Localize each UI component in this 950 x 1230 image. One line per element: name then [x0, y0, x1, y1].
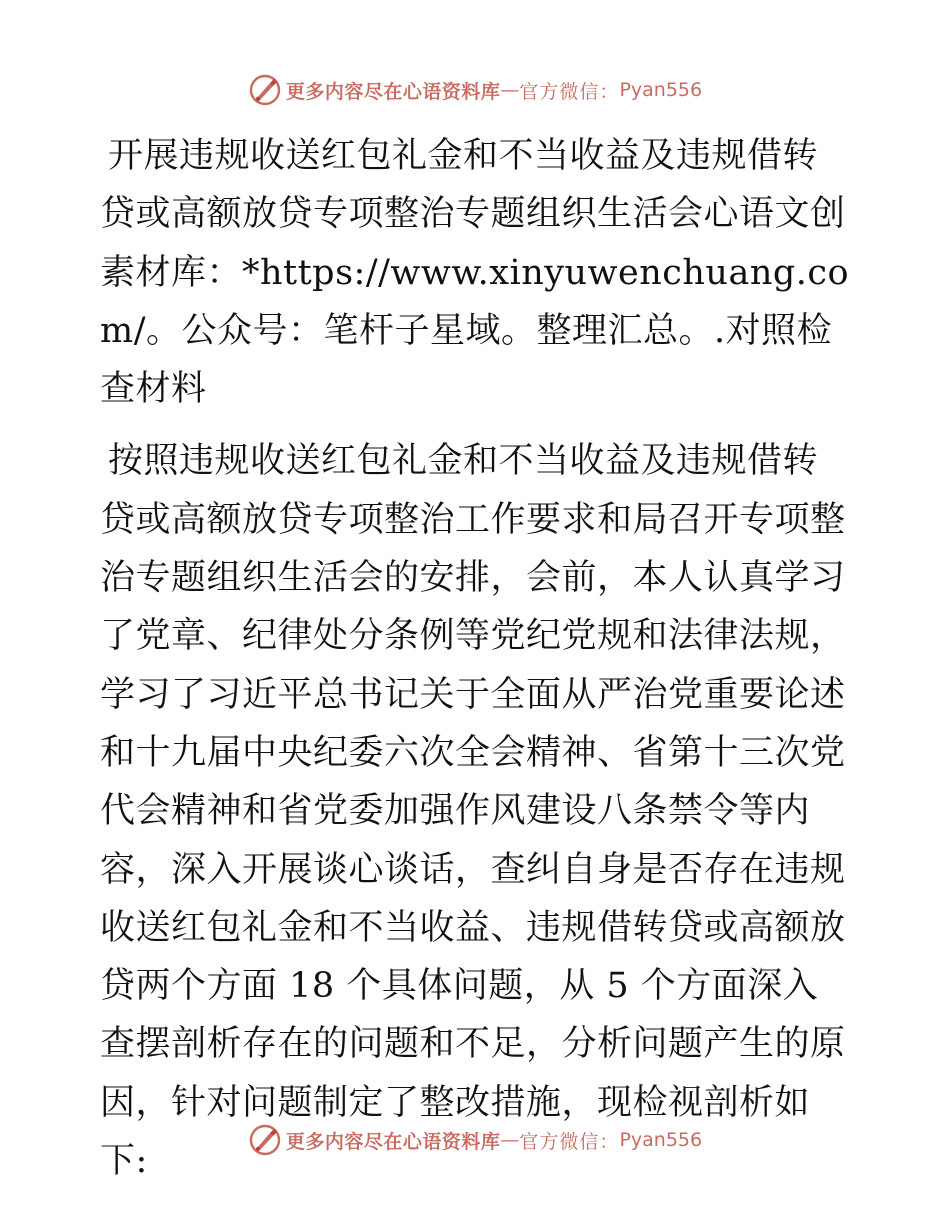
- pen-logo-icon: [248, 73, 282, 107]
- header-watermark-banner: [0, 70, 950, 110]
- watermark-wechat-id: Pyan556: [619, 1129, 703, 1151]
- watermark-brand-text: 更多内容尽在心语资料库: [285, 80, 501, 103]
- document-intro-paragraph: 按照违规收送红包礼金和不当收益及违规借转贷或高额放贷专项整治工作要求和局召开专项整治专题组织生活会的安排，会前，本人认真学习了党章、纪律处分条例等党纪党规和法律法规，学习了习近平总书记关于全面从严治党重要论述和十九届中央纪委六次全会精神、省第十三次党代会精神和省党委加强作风建设八条禁令等内容，深入开展谈心谈话，查纠自身是否存在违规收送红包礼金和不当收益、违规借转贷或高额放贷两个方面 18 个具体问题，从 5 个方面深入查摆剖析存在的问题和不足，分析问题产生的原因，针对问题制定了整改措施，现检视剖析如下:: [100, 441, 846, 1182]
- watermark-wechat-label: 官方微信：: [519, 1130, 620, 1153]
- document-body: [100, 127, 852, 1190]
- watermark-separator: —: [500, 1129, 520, 1151]
- document-title-paragraph: 开展违规收送红包礼金和不当收益及违规借转贷或高额放贷专项整治专题组织生活会心语文创素材库：*https://www.xinyuwenchuang.com/。公众号：笔杆子星域。整理汇总。.对照检查材料: [100, 136, 850, 410]
- watermark-wechat-label: 官方微信：: [519, 80, 620, 103]
- pen-logo-icon: [248, 1123, 282, 1157]
- watermark-brand-text: 更多内容尽在心语资料库: [285, 1130, 501, 1153]
- watermark-wechat-id: Pyan556: [619, 79, 703, 101]
- watermark-separator: —: [500, 79, 520, 101]
- footer-watermark-banner: [0, 1120, 950, 1160]
